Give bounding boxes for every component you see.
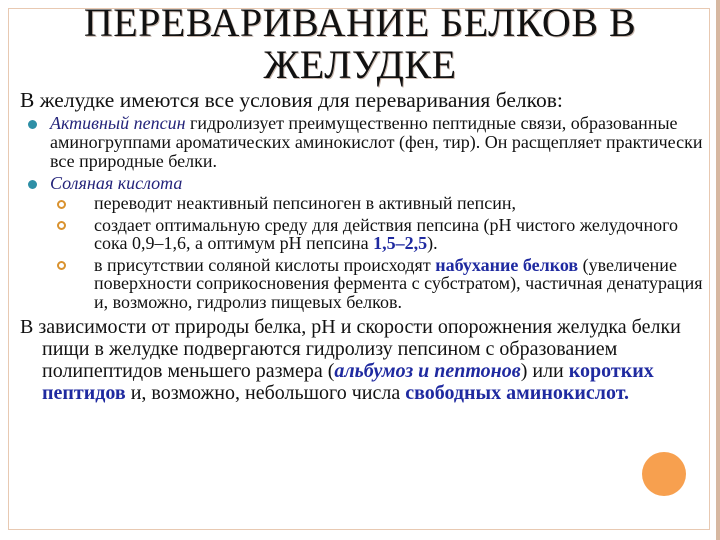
ring-bullet-icon: [54, 197, 68, 211]
conclusion-text-1: В зависимости от природы белка, рН и скорости опорожнения желудка белки пищи в желудке подвергаются гидролизу пепсином с образованием полипептидов меньшего размера (: [20, 316, 681, 382]
acid-subitem-2: [94, 216, 708, 253]
ring-bullet-icon: [54, 219, 68, 233]
orange-circle-icon: [642, 452, 686, 496]
free-amino-acids-term: свободных аминокислот.: [405, 382, 630, 404]
term-hydrochloric-acid: Соляная кислота: [50, 173, 183, 193]
bullet-active-pepsin: [50, 114, 708, 171]
term-active-pepsin: Активный пепсин: [50, 113, 186, 133]
ring-bullet-icon: [54, 259, 68, 273]
pepsin-optimum-ph: 1,5–2,5: [373, 233, 428, 253]
conclusion-paragraph: [20, 316, 708, 404]
main-bullet-list: [20, 114, 708, 311]
intro-paragraph: В желудке имеются все условия для переваривания белков:: [20, 88, 563, 112]
albumoses-peptones-term: альбумоз и пептонов: [334, 360, 521, 382]
slide-content: [20, 88, 708, 404]
acid-subitem-3-end: (увеличение поверхности соприкосновения фермента с субстратом), частичная денатурация и, возможно, гидролиз пищевых белков.: [94, 254, 703, 312]
acid-subitem-2-end: ).: [427, 233, 438, 253]
acid-subitem-1-text: переводит неактивный пепсиноген в активный пепсин,: [94, 193, 516, 213]
circle-bullet-icon: [28, 120, 37, 129]
conclusion-text-2: ) или: [520, 360, 569, 382]
protein-swelling-term: набухание белков: [435, 254, 579, 275]
conclusion-text-3: и, возможно, небольшого числа: [125, 382, 406, 404]
acid-subitems-list: [50, 194, 708, 311]
slide-title: ПЕРЕВАРИВАНИЕ БЕЛКОВ В ЖЕЛУДКЕ: [83, 0, 637, 87]
acid-subitem-3: [94, 256, 708, 312]
active-pepsin-text: гидролизует преимущественно пептидные связи, образованные аминогруппами ароматических аминокислот (фен, тир). Он расщепляет практически все природные белки.: [50, 113, 703, 171]
short-peptides-term: коротких пептидов: [42, 360, 654, 404]
acid-subitem-1: [94, 194, 708, 213]
acid-subitem-3-text: в присутствии соляной кислоты происходят: [94, 254, 436, 275]
circle-bullet-icon: [28, 180, 37, 189]
bullet-hydrochloric-acid: [50, 174, 708, 311]
acid-subitem-2-text: создает оптимальную среду для действия пепсина (рН чистого желудочного сока 0,9–1,6, а оптимум рН пепсина: [94, 214, 679, 253]
